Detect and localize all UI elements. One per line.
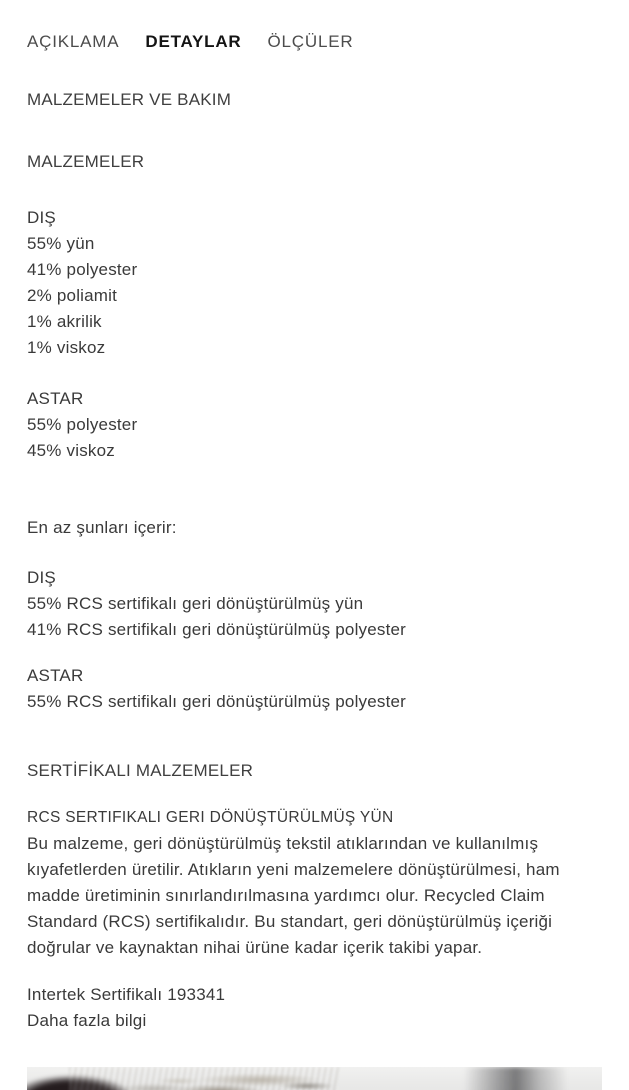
composition-item: 55% polyester [27,415,138,434]
more-info-link[interactable]: Daha fazla bilgi [27,1011,147,1030]
composition-item: 1% viskoz [27,338,106,357]
certified-composition-outer [27,565,602,643]
part-label-outer: DIŞ [27,208,56,227]
materials-title: MALZEMELER [27,152,145,171]
product-photo-partial [27,1067,602,1090]
certificate-number: Intertek Sertifikalı 193341 [27,985,226,1004]
materials-care-title: MALZEMELER VE BAKIM [27,90,232,109]
certified-composition-item: 55% RCS sertifikalı geri dönüştürülmüş yün [27,594,364,613]
composition-item: 45% viskoz [27,441,115,460]
part-label-lining: ASTAR [27,389,84,408]
composition-lining [27,386,602,464]
rcs-body-line: Standard (RCS) sertifikalıdır. Bu standart, geri dönüştürülmüş içeriği [27,912,553,931]
tab-detaylar[interactable]: DETAYLAR [145,32,242,51]
tab-bar [27,30,602,53]
composition-item: 41% polyester [27,260,138,279]
rcs-body-line: madde üretiminin sınırlandırılmasına yardımcı olur. Recycled Claim [27,886,545,905]
certified-composition-item: 41% RCS sertifikalı geri dönüştürülmüş polyester [27,620,407,639]
certificate-block [27,982,602,1034]
composition-item: 1% akrilik [27,312,102,331]
tab-olculer[interactable]: ÖLÇÜLER [267,32,354,51]
rcs-body-line: Bu malzeme, geri dönüştürülmüş tekstil atıklarından ve kullanılmış [27,834,539,853]
tab-aciklama[interactable]: AÇIKLAMA [27,32,120,51]
rcs-material-info [27,805,602,961]
rcs-body-line: kıyafetlerden üretilir. Atıkların yeni malzemelere dönüştürülmesi, ham [27,860,560,879]
composition-item: 2% poliamit [27,286,118,305]
part-label-lining: ASTAR [27,666,84,685]
composition-outer [27,205,602,361]
certified-materials-title: SERTİFİKALI MALZEMELER [27,761,254,780]
contains-at-least-label: En az şunları içerir: [27,518,177,537]
rcs-body-line: doğrular ve kaynaktan nihai ürüne kadar içerik takibi yapar. [27,938,483,957]
part-label-outer: DIŞ [27,568,56,587]
certified-composition-item: 55% RCS sertifikalı geri dönüştürülmüş polyester [27,692,407,711]
photo-shadow-band [27,1067,602,1090]
certified-composition-lining [27,663,602,715]
rcs-material-title: RCS SERTIFIKALI GERI DÖNÜŞTÜRÜLMÜŞ YÜN [27,809,394,826]
composition-item: 55% yün [27,234,95,253]
